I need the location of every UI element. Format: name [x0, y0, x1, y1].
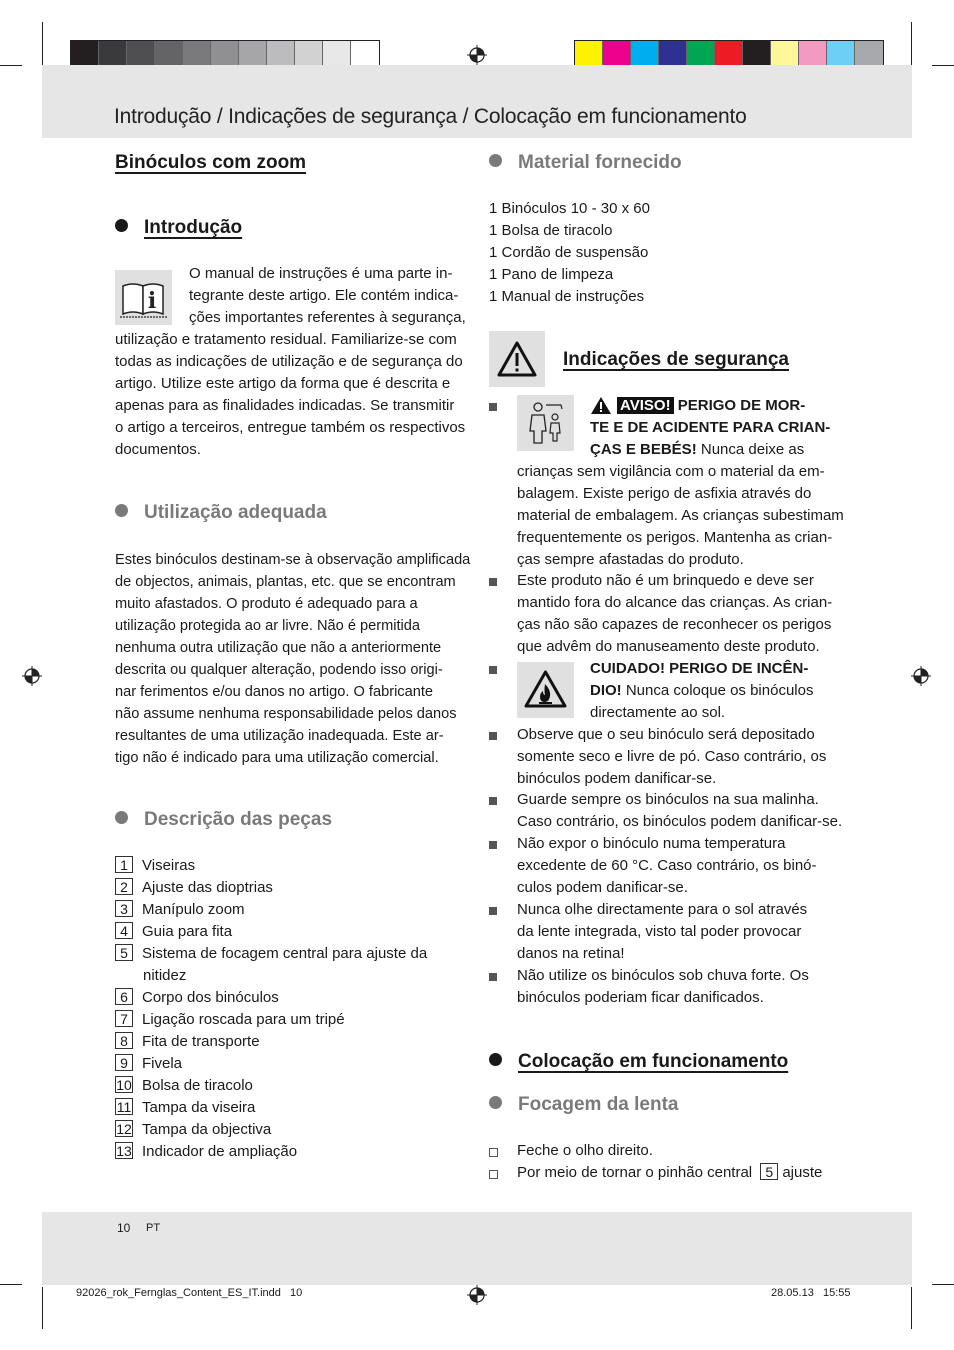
part-number-box: 11	[116, 1099, 132, 1115]
safety-heading: Indicações de segurança	[563, 349, 789, 370]
parts-heading: Descrição das peças	[115, 809, 332, 831]
color-swatch	[771, 41, 799, 68]
text-line: artigo. Utilize este artigo da forma que é descrita e	[115, 375, 451, 392]
safety-bullet-3-line-2: DIO! Nunca coloque os binóculos	[590, 682, 814, 699]
list-item	[115, 1119, 271, 1141]
print-slug-file: 92026_rok_Fernglas_Content_ES_IT.indd 10	[76, 1287, 303, 1299]
color-swatch	[743, 41, 771, 68]
text-line: que advêm do manuseamento deste produto.	[517, 638, 820, 655]
text-line: Observe que o seu binóculo será depositado	[517, 726, 815, 743]
list-item	[115, 987, 279, 1009]
list-item	[115, 1141, 297, 1163]
part-number-box: 13	[116, 1143, 132, 1159]
supplied-list	[489, 198, 650, 308]
safety-bullet-1-text	[517, 461, 844, 571]
focus-step-1: Feche o olho direito.	[517, 1142, 653, 1159]
text-line: utilização e tratamento residual. Familiarize-se com	[115, 331, 457, 348]
list-item	[115, 1053, 182, 1075]
bullet-dot-icon	[489, 1096, 502, 1109]
text-line: descrita ou qualquer alteração, podendo isso origi-	[115, 662, 443, 678]
intro-text	[115, 263, 466, 461]
text-line: o artigo a terceiros, entregue também os respectivos	[115, 419, 466, 436]
text-line: de objectos, animais, plantas, etc. que se encontram	[115, 574, 456, 590]
part-label-continued: nitidez	[143, 967, 187, 984]
color-swatch	[603, 41, 631, 68]
text-line: material de embalagem. As crianças subestimam	[517, 507, 844, 524]
safety-bullet-2-text	[517, 570, 832, 658]
text-line: ças sempre afastadas do produto.	[517, 551, 744, 568]
part-label: Bolsa de tiracolo	[142, 1077, 253, 1094]
part-label: Ajuste das dioptrias	[142, 879, 273, 896]
safety-bullet-1-line-1: AVISO! PERIGO DE MOR-	[617, 395, 805, 417]
text-line: danos na retina!	[517, 945, 625, 962]
bullet-square-icon	[489, 578, 497, 586]
print-slug-date: 28.05.13 15:55	[771, 1287, 851, 1299]
text-line: utilização protegida ao ar livre. Não é permitida	[115, 618, 421, 634]
text-line: binóculos podem danificar-se.	[517, 770, 717, 787]
safety-bullet-3-line-3: directamente ao sol.	[590, 704, 726, 721]
step-checkbox-icon	[489, 1148, 498, 1157]
text-line: binóculos poderiam ficar danificados.	[517, 989, 764, 1006]
bullet-square-icon	[489, 666, 497, 674]
warning-small-icon	[590, 396, 612, 415]
part-number-box: 4	[115, 922, 133, 939]
list-item	[115, 899, 245, 921]
crop-mark	[932, 65, 954, 66]
safety-bullet-5-text	[517, 789, 842, 833]
text-line: todas as indicações de utilização e de segurança do	[115, 353, 463, 370]
list-item	[115, 943, 427, 965]
page-title: Introdução / Indicações de segurança / Colocação em funcionamento	[114, 105, 747, 128]
intro-heading: Introdução	[115, 217, 242, 239]
bullet-square-icon	[489, 732, 497, 740]
focus-step-2: Por meio de tornar o pinhão central 5 ajuste	[517, 1164, 823, 1181]
safety-bullet-8-text	[517, 965, 809, 1009]
language-code: PT	[146, 1222, 161, 1234]
color-swatch	[183, 41, 211, 68]
part-label: Manípulo zoom	[142, 901, 245, 918]
color-swatch	[799, 41, 827, 68]
bullet-dot-icon	[489, 1053, 502, 1066]
color-swatch	[631, 41, 659, 68]
part-number-box: 7	[115, 1010, 133, 1027]
color-swatch	[267, 41, 295, 68]
list-item	[115, 1009, 345, 1031]
bullet-square-icon	[489, 403, 497, 411]
focus-heading: Focagem da lenta	[489, 1094, 679, 1116]
setup-heading: Colocação em funcionamento	[489, 1051, 788, 1073]
bullet-square-icon	[489, 797, 497, 805]
color-swatch	[211, 41, 239, 68]
crop-mark	[42, 1287, 43, 1329]
part-number-box: 5	[115, 944, 133, 961]
text-line: tegrante deste artigo. Ele contém indica-	[189, 287, 459, 304]
color-swatch	[127, 41, 155, 68]
color-swatch	[323, 41, 351, 68]
safety-bullet-6-text	[517, 833, 817, 899]
child-warning-icon	[517, 395, 574, 451]
text-line: nar ferimentos e/ou danos no artigo. O fabricante	[115, 684, 434, 700]
part-label: Fivela	[142, 1055, 183, 1072]
part-number-box: 12	[116, 1121, 132, 1137]
bullet-square-icon	[489, 907, 497, 915]
color-swatch	[715, 41, 743, 68]
step-checkbox-icon	[489, 1170, 498, 1179]
text-line: ças não são capazes de reconhecer os perigos	[517, 616, 832, 633]
part-number-box: 10	[116, 1077, 132, 1093]
text-line: Este produto não é um brinquedo e deve ser	[517, 572, 814, 589]
text-line: frequentemente os perigos. Mantenha as crian-	[517, 529, 833, 546]
part-label: Viseiras	[142, 857, 196, 874]
part-label: Tampa da objectiva	[142, 1121, 272, 1138]
registration-mark-icon	[911, 666, 931, 686]
safety-bullet-4-text	[517, 724, 826, 790]
list-item	[115, 921, 232, 943]
crop-mark	[0, 1284, 22, 1285]
crop-mark	[932, 1284, 954, 1285]
part-number-box: 5	[760, 1163, 778, 1180]
text-line: culos podem danificar-se.	[517, 879, 688, 896]
text-line: mantido fora do alcance das crianças. As crian-	[517, 594, 833, 611]
text-line: nenhuma outra utilização que não a anteriormente	[115, 640, 442, 656]
part-number-box: 3	[115, 900, 133, 917]
text-line: balagem. Existe perigo de asfixia através do	[517, 485, 812, 502]
part-label: Sistema de focagem central para ajuste da	[142, 945, 428, 962]
text-line: Guarde sempre os binóculos na sua malinha.	[517, 791, 819, 808]
bullet-square-icon	[489, 973, 497, 981]
text-line: da lente integrada, visto tal poder provocar	[517, 923, 802, 940]
list-item	[115, 855, 195, 877]
part-label: Tampa da viseira	[142, 1099, 256, 1116]
list-item	[115, 1031, 260, 1053]
text-line: 1 Pano de limpeza	[489, 266, 614, 283]
text-line: Não expor o binóculo numa temperatura	[517, 835, 786, 852]
text-line: excedente de 60 °C. Caso contrário, os binó-	[517, 857, 817, 874]
color-swatch	[155, 41, 183, 68]
text-line: somente seco e livre de pó. Caso contrário, os	[517, 748, 827, 765]
product-title: Binóculos com zoom	[115, 152, 307, 173]
color-swatch	[855, 41, 883, 68]
part-number-box: 9	[115, 1054, 133, 1071]
text-line: apenas para as finalidades indicadas. Se transmitir	[115, 397, 455, 414]
text-line: muito afastados. O produto é adequado para a	[115, 596, 418, 612]
footer-band	[42, 1212, 912, 1285]
text-line: ções importantes referentes à segurança,	[189, 309, 466, 326]
part-number-box: 1	[115, 856, 133, 873]
part-label: Indicador de ampliação	[142, 1143, 298, 1160]
part-number-box: 2	[115, 878, 133, 895]
usage-heading: Utilização adequada	[115, 502, 327, 524]
text-line: Nunca olhe directamente para o sol através	[517, 901, 808, 918]
registration-mark-icon	[467, 45, 487, 65]
text-line: documentos.	[115, 441, 201, 458]
text-line: resultantes de uma utilização inadequada. Este ar-	[115, 728, 444, 744]
bullet-dot-icon	[115, 811, 128, 824]
safety-bullet-1-line-2: TE E DE ACIDENTE PARA CRIAN-	[590, 419, 831, 436]
color-swatch	[575, 41, 603, 68]
bullet-dot-icon	[115, 504, 128, 517]
part-label: Ligação roscada para um tripé	[142, 1011, 345, 1028]
bullet-dot-icon	[489, 154, 502, 167]
text-line: 1 Manual de instruções	[489, 288, 645, 305]
list-item	[115, 877, 273, 899]
color-swatch	[99, 41, 127, 68]
text-line: Não utilize os binóculos sob chuva forte. Os	[517, 967, 809, 984]
color-swatch	[71, 41, 99, 68]
text-line: O manual de instruções é uma parte in-	[189, 265, 453, 282]
list-item	[115, 1097, 255, 1119]
aviso-badge: AVISO!	[617, 397, 674, 414]
text-line: tigo não é indicado para uma utilização comercial.	[115, 750, 439, 766]
part-label: Corpo dos binóculos	[142, 989, 279, 1006]
part-label: Fita de transporte	[142, 1033, 260, 1050]
part-label: Guia para fita	[142, 923, 233, 940]
svg-text:i: i	[147, 288, 157, 314]
text-line: Caso contrário, os binóculos podem danificar-se.	[517, 813, 843, 830]
registration-mark-icon	[467, 1285, 487, 1305]
crop-mark	[0, 65, 22, 66]
list-item	[115, 1075, 253, 1097]
text-line: 1 Bolsa de tiracolo	[489, 222, 613, 239]
supplied-heading: Material fornecido	[489, 152, 682, 174]
safety-bullet-7-text	[517, 899, 807, 965]
color-swatch	[351, 41, 379, 68]
color-swatch	[295, 41, 323, 68]
text-line: crianças sem vigilância com o material da em-	[517, 463, 825, 480]
page-number: 10	[117, 1221, 131, 1235]
text-line: Estes binóculos destinam-se à observação amplificada	[115, 552, 471, 568]
part-number-box: 8	[115, 1032, 133, 1049]
bullet-square-icon	[489, 841, 497, 849]
safety-bullet-3-line-1: CUIDADO! PERIGO DE INCÊN-	[590, 660, 809, 677]
registration-mark-icon	[22, 666, 42, 686]
color-swatch	[659, 41, 687, 68]
color-swatch	[827, 41, 855, 68]
safety-bullet-1-line-3: ÇAS E BEBÉS! Nunca deixe as	[590, 441, 805, 458]
text-line: 1 Binóculos 10 - 30 x 60	[489, 200, 650, 217]
color-swatch	[687, 41, 715, 68]
usage-text	[115, 549, 470, 769]
text-line: 1 Cordão de suspensão	[489, 244, 649, 261]
part-number-box: 6	[115, 988, 133, 1005]
warning-triangle-icon	[489, 331, 545, 387]
crop-mark	[911, 1287, 912, 1329]
bullet-dot-icon	[115, 219, 128, 232]
text-line: não assume nenhuma responsabilidade pelos danos	[115, 706, 457, 722]
color-swatch	[239, 41, 267, 68]
fire-warning-icon	[517, 662, 574, 718]
